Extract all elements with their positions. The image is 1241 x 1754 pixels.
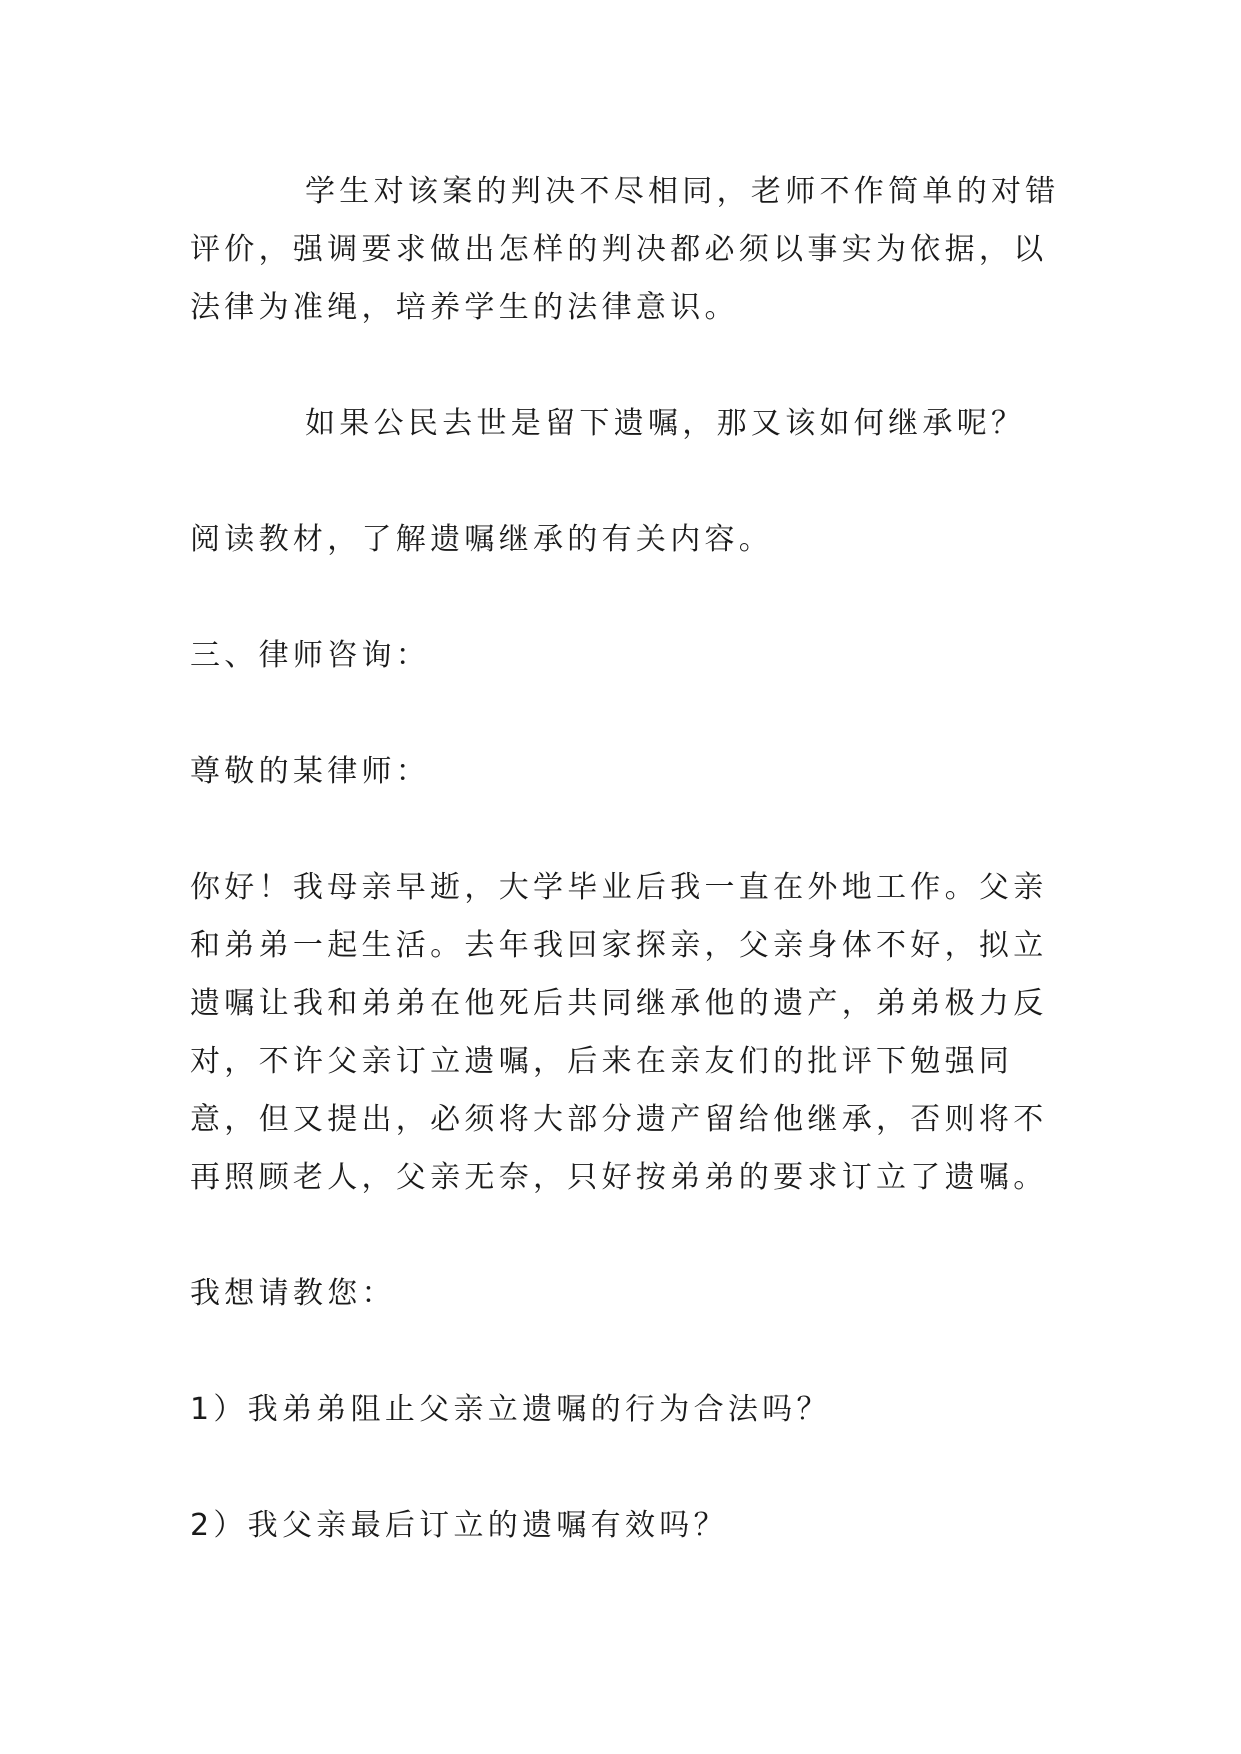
letter-body: 你好！我母亲早逝，大学毕业后我一直在外地工作。父亲和弟弟一起生活。去年我回家探亲，父亲身体不好，拟立遗嘱让我和弟弟在他死后共同继承他的遗产，弟弟极力反对，不许父亲订立遗嘱，后来在亲友们的批评下勉强同意，但又提出，必须将大部分遗产留给他继承，否则将不再照顾老人，父亲无奈，只好按弟弟的要求订立了遗嘱。 (190, 870, 1048, 1195)
question-item-1: 1）我弟弟阻止父亲立遗嘱的行为合法吗？ (190, 1392, 831, 1427)
paragraph-spacer (190, 569, 1070, 627)
paragraph-will-question: 如果公民去世是留下遗嘱，那又该如何继承呢？ (305, 406, 1026, 441)
paragraph-spacer (190, 1439, 1070, 1497)
document-body (190, 163, 1070, 1555)
paragraph-spacer (190, 1323, 1070, 1381)
section-heading-lawyer-consult: 三、律师咨询： (190, 638, 431, 673)
paragraph-spacer (190, 1207, 1070, 1265)
question-item-2: 2）我父亲最后订立的遗嘱有效吗？ (190, 1508, 728, 1543)
paragraph-read-textbook: 阅读教材，了解遗嘱继承的有关内容。 (190, 522, 774, 557)
paragraph-spacer (190, 801, 1070, 859)
paragraph-spacer (190, 453, 1070, 511)
letter-salutation: 尊敬的某律师： (190, 754, 431, 789)
paragraph-judgment-comment: 学生对该案的判决不尽相同，老师不作简单的对错评价，强调要求做出怎样的判决都必须以事实为依据，以法律为准绳，培养学生的法律意识。 (190, 174, 1060, 325)
letter-request: 我想请教您： (190, 1276, 396, 1311)
paragraph-spacer (190, 685, 1070, 743)
paragraph-spacer (190, 337, 1070, 395)
